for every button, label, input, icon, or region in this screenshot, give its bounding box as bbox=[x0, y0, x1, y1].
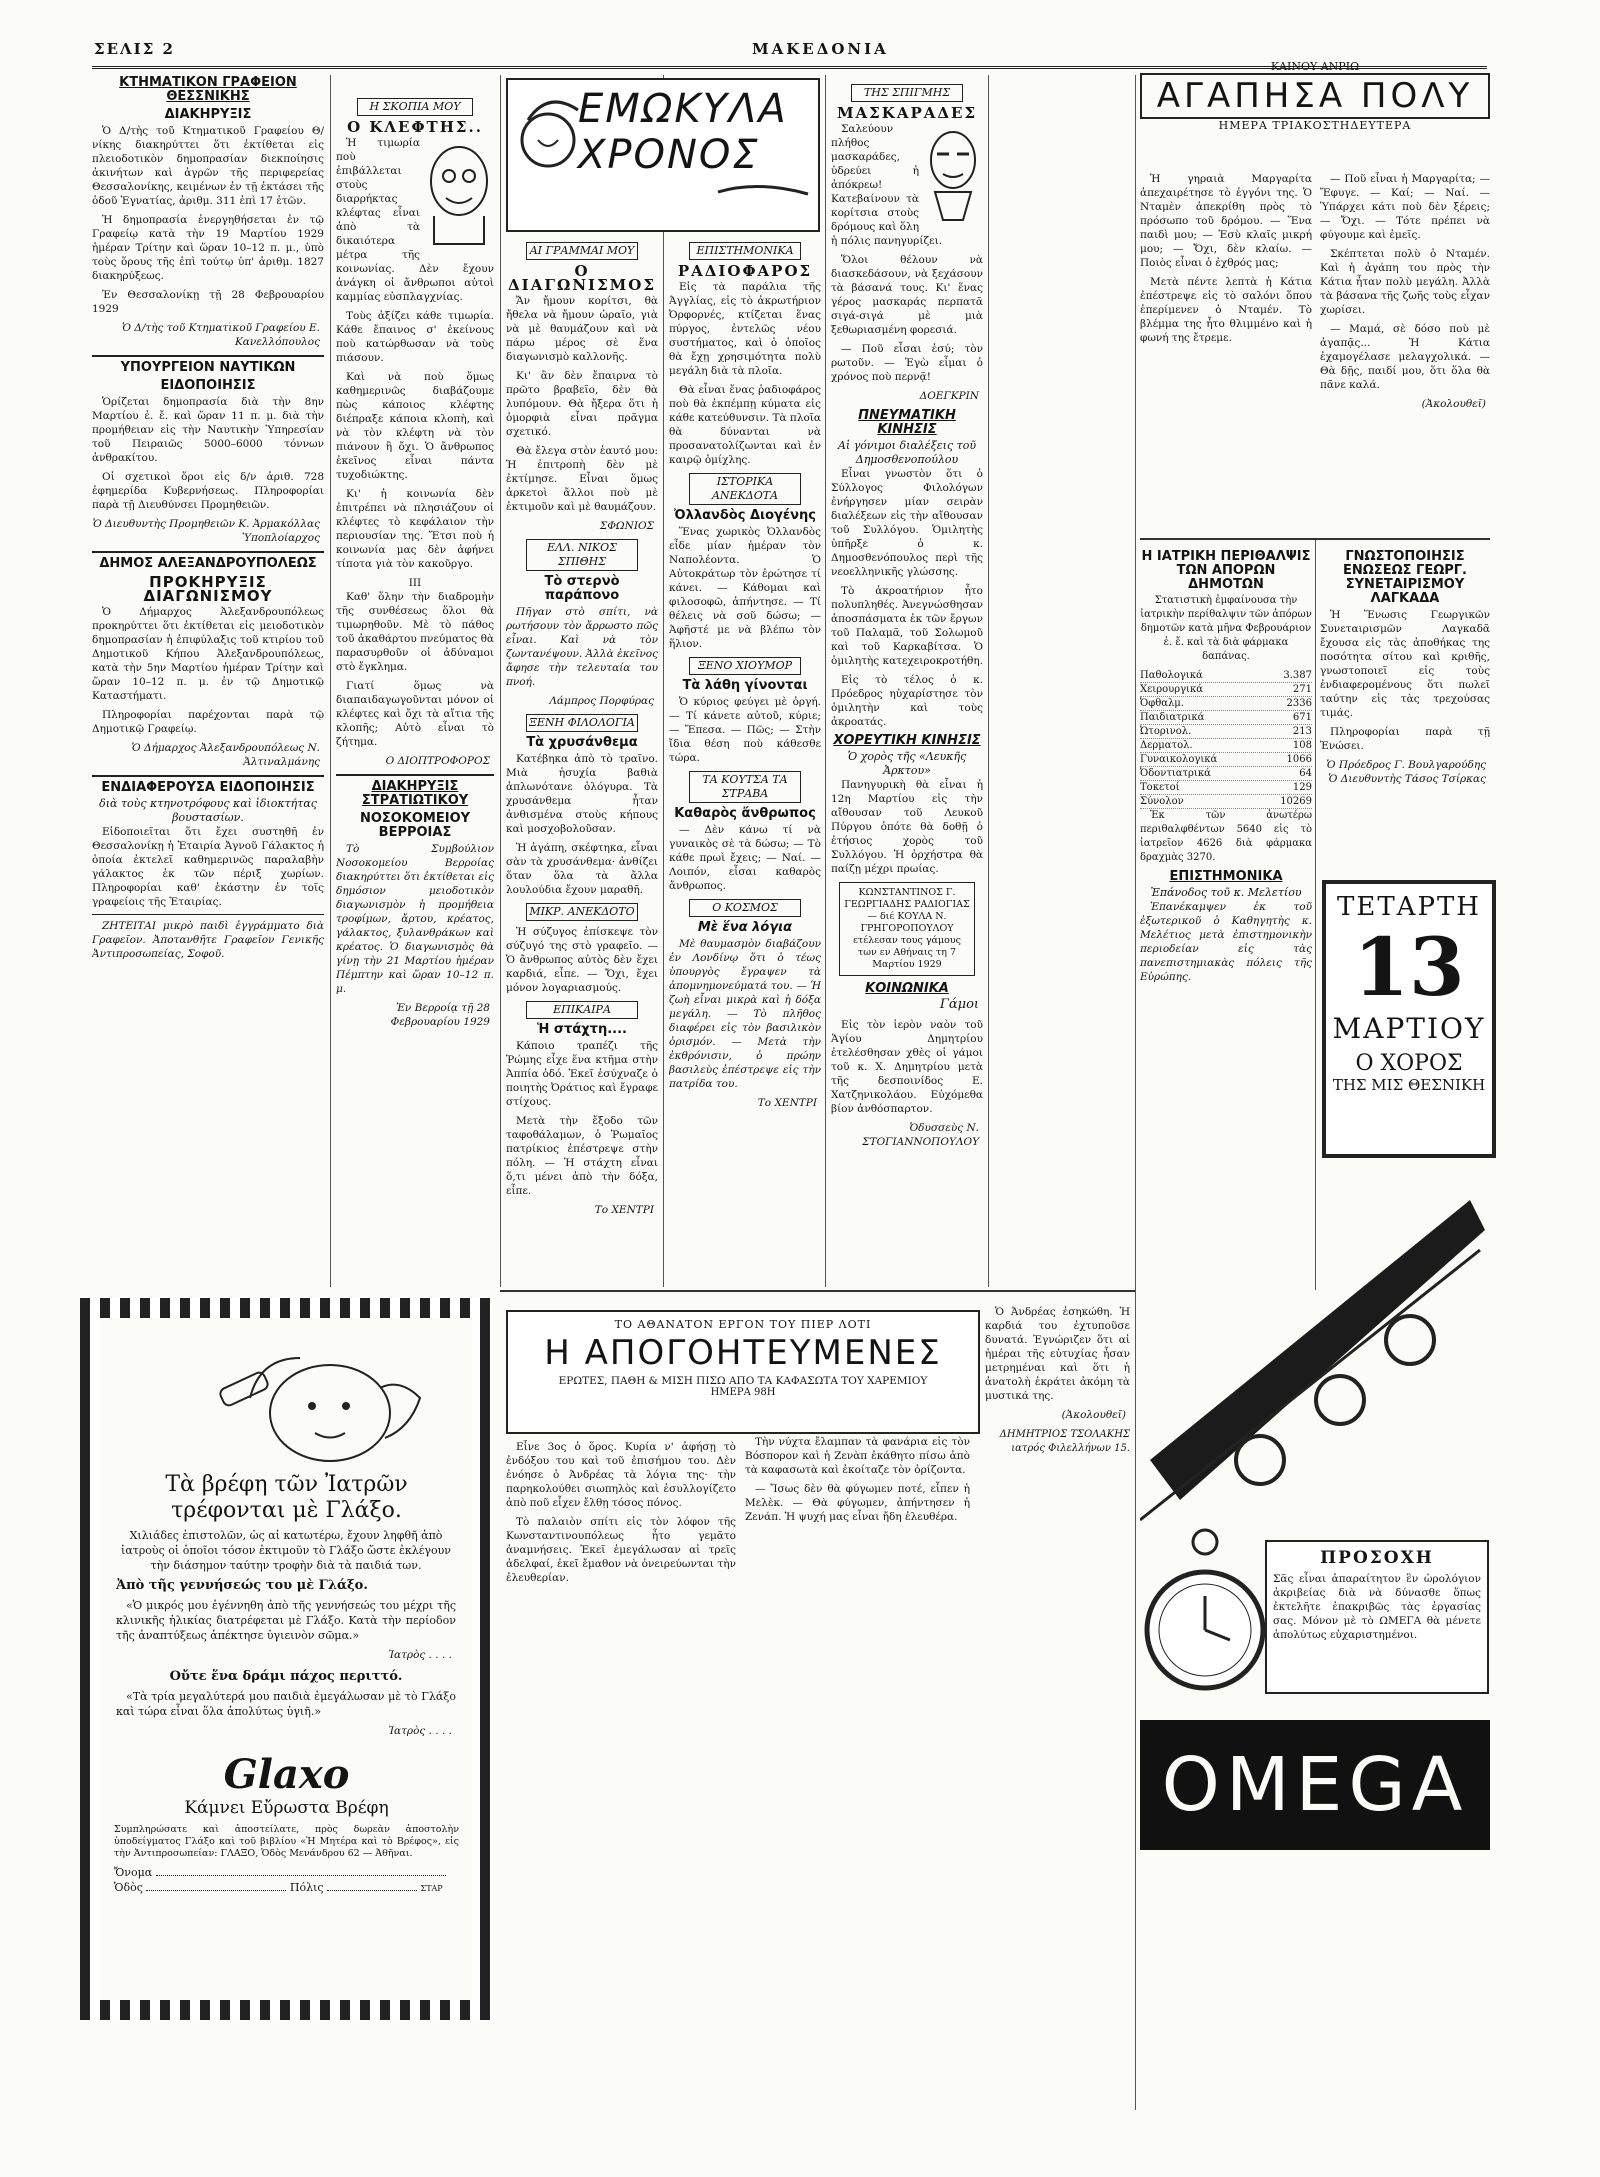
stats-row bbox=[1140, 795, 1312, 809]
omega-logo: OMEGA bbox=[1140, 1720, 1490, 1850]
doctor-notice: ΔΗΜΗΤΡΙΟΣ ΤΣΟΛΑΚΗΣ ιατρός Φιλελλήνων 15. bbox=[999, 1429, 1130, 1454]
notice-text: Ὁ Δ/τὴς τοῦ Κτηματικοῦ Γραφείου Θ/νίκης διακηρύττει ὅτι ἐκτίθεται εἰς πλειοδοτικὸν δημοπρασίαν διεκποίησις ἀκινήτων καὶ ἀγρῶν τῆς περιφερείας Θεσσαλονίκης, κειμένων ἐν τῇ ἐκτάσει τῆς ὁδοῦ Ἐγνατίας, ἀριθμ. 311 ἐπὶ 17 ἐτῶν. bbox=[92, 125, 324, 207]
stats-row bbox=[1140, 697, 1312, 711]
wedding-announcement-box: ΚΩΝΣΤΑΝΤΙΝΟΣ Γ. ΓΕΩΡΓΙΑΔΗΣ ΡΑΔΙΟΓΙΑΣ — διέ ΚΟΥΛΑ Ν. ΓΡΗΓΟΡΟΠΟΥΛΟΥ ετέλεσαν τους γάμους των εν Αθήναις τη 7 Μαρτίου 1929 bbox=[839, 882, 975, 976]
notice-text: Πληροφορίαι παρὰ τῇ Ἑνώσει. bbox=[1320, 726, 1490, 752]
notice-text: Ἡ δημοπρασία ἐνεργηθήσεται ἐν τῷ Γραφείῳ κατὰ τὴν 19 Μαρτίου 1929 ἡμέραν Τρίτην καὶ ὥραν 10–12 π. μ., ὑπὸ τοὺς ὅρους τῆς ἐπὶ τούτῳ ὑπ' ἀριθμ. 1827 διακηρύξεως. bbox=[92, 214, 324, 282]
stats-value: 3.387 bbox=[1283, 670, 1312, 681]
dance-ad bbox=[1322, 880, 1496, 1158]
glaxo-logo: Glaxo bbox=[223, 1751, 350, 1798]
column-maskarades bbox=[831, 78, 983, 1286]
serial-text: — Μαμά, σὲ δόσο ποὺ μὲ ἀγαπᾷς... Ἡ Κάτια ἐχαμογέλασε μελαγχολικά. — Θὰ δῇς, παιδί μου, ὅτι ὅλα θὰ πᾶνε καλά. bbox=[1320, 323, 1490, 391]
poem-text: Πῆγαν στὸ σπίτι, νὰ ρωτήσουν τὸν ἄρρωστο πῶς εἶναι. Καὶ νὰ τὸν ζωντανέψουν. Ἀλλὰ ἐκεῖνος ἄφησε τὴν τελευταία του πνοή. bbox=[506, 606, 658, 688]
glaxo-ad bbox=[100, 1318, 473, 2000]
notice-signature: Ὁ Πρόεδρος Γ. Βουλγαρούδης Ὁ Διευθυντὴς Τάσος Τσίρκας bbox=[1326, 759, 1486, 785]
stats-label: Χειρουργικά bbox=[1140, 684, 1203, 695]
stats-row bbox=[1140, 781, 1312, 795]
article-text: Εἰς τὰ παράλια τῆς Ἀγγλίας, εἰς τὸ ἀκρωτήριον Ὀρφορνές, κτίζεται ἕνας πύργος, ἐντελῶς νέου συστήματος, καὶ ὁ ὁποῖος θὰ ἔχῃ χρησιμότητα πολὺ μεγάλη διὰ τὰ πλοῖα. bbox=[669, 281, 821, 377]
stats-label: Ὀφθαλμ. bbox=[1140, 698, 1184, 709]
stats-label: Σύνολον bbox=[1140, 796, 1184, 807]
stats-row bbox=[1140, 711, 1312, 725]
column-diagonismos bbox=[506, 236, 658, 1286]
section-tag: ΜΙΚΡ. ΑΝΕΚΔΟΤΟ bbox=[526, 903, 637, 921]
section-tag: Ο ΚΟΣΜΟΣ bbox=[689, 899, 800, 917]
coupon-city-label: Πόλις bbox=[289, 1881, 324, 1894]
stats-value: 2336 bbox=[1286, 698, 1312, 709]
article-text: Κι' ἂν δὲν ἔπαιρνα τὸ πρῶτο βραβεῖο, δὲν θὰ λυπόμουν. Θὰ ἤξερα ὅτι ἡ ὀμορφιὰ εἶναι πρᾶγμα σχετικό. bbox=[506, 370, 658, 438]
article-text: Ἡ τιμωρία ποὺ ἐπιβάλλεται στοὺς διαρρήκτας κλέφτας εἶναι ἀπὸ τὰ δικαιότερα μέτρα τῆς κοινωνίας. Δὲν ἔχουν ἀνάγκη οἱ ἄνθρωποι αὐτοὶ καμμίας εὐσπλαγχνίας. bbox=[336, 137, 494, 303]
article-signature: Ο ΔΙΟΠΤΡΟΦΟΡΟΣ bbox=[385, 755, 490, 767]
dance-month: ΜΑΡΤΙΟΥ bbox=[1332, 1012, 1486, 1045]
serial-title: ΑΓΑΠΗΣΑ ΠΟΛΥ bbox=[1140, 73, 1490, 119]
stats-value: 213 bbox=[1292, 726, 1312, 737]
column-rule bbox=[330, 75, 331, 1287]
notice-signature: Ὁ Διευθυντὴς Προμηθειῶν Κ. Ἀρμακόλλας Ὑποπλοίαρχος bbox=[92, 518, 320, 544]
pocket-watch-icon bbox=[1140, 1520, 1270, 1720]
serial-text: Τὴν νύχτα ἔλαμπαν τὰ φανάρια εἰς τὸν Βόσπορον καὶ ἡ Ζενὰπ ἐκάθητο πίσω ἀπὸ τὰ καφασωτὰ καὶ ἐκοίταζε τὸν ὁρίζοντα. bbox=[745, 1436, 970, 1476]
article-text: — Δὲν κάνω τί νὰ γυναικὸς σὲ τὰ δώσω; — Τὸ κάθε πρωὶ ἔχεις; — Ναί. — Λοιπόν, εἶσαι καθαρὸς ἄνθρωπος. bbox=[669, 824, 821, 892]
column-rule bbox=[988, 75, 989, 1287]
stats-row bbox=[1140, 739, 1312, 753]
section-rule bbox=[500, 1290, 1135, 1292]
notice-date: Ἐν Βερροίᾳ τῇ 28 Φεβρουαρίου 1929 bbox=[390, 1002, 490, 1028]
notice-heading: ΔΗΜΟΣ ΑΛΕΞΑΝΔΡΟΥΠΟΛΕΩΣ bbox=[99, 556, 317, 571]
article-title: Τὰ χρυσάνθεμα bbox=[526, 735, 638, 750]
poem-signature: Λάμπρος Πορφύρας bbox=[549, 695, 654, 707]
coupon-street-field[interactable] bbox=[146, 1890, 286, 1891]
article-text: Θὰ ἔλεγα στὸν ἑαυτό μου: Ἡ ἐπιτροπὴ δὲν μὲ ἐκτίμησε. Εἶναι ὅμως ἀρκετοὶ ἄλλοι ποὺ μὲ ἐκτιμοῦν καὶ μὲ θαυμάζουν. bbox=[506, 445, 658, 513]
article-text: Τὸ ἀκροατήριον ἦτο πολυπληθές. Ἀνεγνώσθησαν ἀποσπάσματα ἐκ τῶν ἔργων τοῦ Παλαμᾶ, τοῦ Σολωμοῦ καὶ τοῦ Καρκαβίτσα. Ὁ ὁμιλητὴς κατεχειροκροτήθη. bbox=[831, 585, 983, 667]
serial-column-left bbox=[1140, 172, 1312, 532]
column-rule bbox=[663, 75, 664, 1287]
stats-heading: Η ΙΑΤΡΙΚΗ ΠΕΡΙΘΑΛΨΙΣ ΤΩΝ ΑΠΟΡΩΝ ΔΗΜΟΤΩΝ bbox=[1141, 549, 1311, 592]
serial-continued: (Ἀκολουθεῖ) bbox=[1421, 398, 1486, 410]
notice-subheading: ΔΙΑΚΗΡΥΞΙΣ bbox=[164, 107, 252, 122]
notice-date: Ἐν Θεσσαλονίκῃ τῇ 28 Φεβρουαρίου 1929 bbox=[92, 289, 324, 315]
omega-ad bbox=[1140, 1160, 1490, 2120]
notice-signature: Ὁ Δ/τὴς τοῦ Κτηματικοῦ Γραφείου Ε. Κανελλόπουλος bbox=[121, 322, 320, 348]
column-science bbox=[669, 236, 821, 1286]
stats-value: 129 bbox=[1292, 782, 1312, 793]
glaxo-headline: Τὰ βρέφη τῶν Ἰατρῶν τρέφονται μὲ Γλάξο. bbox=[165, 1472, 408, 1523]
serial-text: Ὁ Ἀνδρέας ἐσηκώθη. Ἡ καρδιά του ἐχτυποῦσε δυνατά. Ἐγνώριζεν ὅτι αἱ ἡμέραι τῆς εὐτυχίας ἦσαν μετρημέναι καὶ ὅτι ἡ ἀνατολὴ ἐκράτει ἀκόμη τὰ μυστικά της. bbox=[985, 1306, 1130, 1402]
article-title: Καθαρὸς ἄνθρωπος bbox=[674, 806, 816, 821]
notice-text: Ὁ Δήμαρχος Ἀλεξανδρουπόλεως προκηρύττει ὅτι ἐκτίθεται εἰς μειοδοτικὸν δημοπρασίαν ἡ ἐπιφύλαξις τοῦ κτιρίου τοῦ Δημοτικοῦ Κήπου Ἀλεξανδρουπόλεως, κατὰ τὴν 5ην Μαρτίου ἡμέραν Τρίτην καὶ ὥραν 10–12 π. μ. ἐν τῷ Δημοτικῷ Καταστήματι. bbox=[92, 606, 324, 702]
stats-value: 10269 bbox=[1280, 796, 1312, 807]
article-title: Μὲ ἕνα λόγια bbox=[697, 920, 793, 935]
dance-day: ΤΕΤΑΡΤΗ bbox=[1337, 892, 1481, 922]
classified-ad: ΖΗΤΕΙΤΑΙ μικρὸ παιδὶ ἐγγράμματο διὰ Γραφεῖον. Ἀποτανθῆτε Γραφεῖον Γενικῆς Ἀντιπροσωπείας, Σοφοῦ. bbox=[92, 920, 324, 960]
stats-row bbox=[1140, 683, 1312, 697]
stats-label: Ὀδοντιατρικά bbox=[1140, 768, 1211, 779]
article-text: — Ποῦ εἶσαι ἐσύ; τὸν ρωτοῦν. — Ἐγὼ εἶμαι ὁ χρόνος ποὺ περνᾷ! bbox=[831, 343, 983, 383]
dance-event: Ο ΧΟΡΟΣ bbox=[1355, 1051, 1463, 1076]
serial-text: Σκέπτεται πολὺ ὁ Νταμέν. Καὶ ἡ ἀγάπη του πρὸς τὴν Κάτια ἦταν πολὺ μεγάλη. Ἀλλὰ τὰ βάσανα τῆς ζωῆς τοὺς εἶχαν χωρίσει. bbox=[1320, 248, 1490, 316]
column-rule bbox=[825, 75, 826, 1287]
article-title: ΡΑΔΙΟΦΑΡΟΣ bbox=[677, 262, 813, 280]
glaxo-coupon-text: Συμπληρώσατε καὶ ἀποστείλατε, πρὸς δωρεὰν ἀποστολὴν ὑποδείγματος Γλάξο καὶ τοῦ βιβλίου «Ἡ Μητέρα καὶ τὸ Βρέφος», εἰς τὴν Ἀντιπροσωπείαν: ΓΛΑΞΟ, Ὁδὸς Μενάνδρου 62 — Ἀθῆναι. bbox=[114, 1824, 459, 1859]
article-text: Κάποιο τραπέζι τῆς Ῥώμης εἶχε ἕνα κτῆμα στὴν Ἀππία ὁδό. Ἐκεῖ ἐσύχναζε ὁ ποιητὴς Ὀράτιος καὶ ἔγραφε στίχους. bbox=[506, 1040, 658, 1108]
serial-title: Η ΑΠΟΓΟΗΤΕΥΜΕΝΕΣ bbox=[544, 1333, 942, 1373]
stats-row bbox=[1140, 767, 1312, 781]
stats-row bbox=[1140, 669, 1312, 683]
stats-value: 108 bbox=[1292, 740, 1312, 751]
notice-heading: ΕΝΔΙΑΦΕΡΟΥΣΑ ΕΙΔΟΠΟΙΗΣΙΣ bbox=[101, 780, 315, 795]
stats-label: Παιδιατρικά bbox=[1140, 712, 1205, 723]
serial-text: Τὸ παλαιὸν σπίτι εἰς τὸν λόφον τῆς Κωνσταντινουπόλεως ἦτο γεμᾶτο ἀναμνήσεις. Ἐκεῖ ἐμεγάλωσαν αἱ τρεῖς ἀδελφαί, ἐκεῖ ἔμαθον νὰ ὀνειρεύωνται τὴν ἐλευθερίαν. bbox=[506, 1516, 736, 1584]
serial-continued: (Ἀκολουθεῖ) bbox=[1061, 1409, 1126, 1421]
article-text: Κι' ἡ κοινωνία δὲν ἐπιτρέπει νὰ πλησιάζουν οἱ κλέφτες τὸ κεφάλαιον τὴν περιουσίαν της. Ἔτσι ποὺ ἡ κοινωνία μας δὲν ἀφήνει τίποτα γιὰ τὸν κακοῦργο. bbox=[336, 488, 494, 570]
article-text: Ἡ σύζυγος ἐπίσκεψε τὸν σύζυγό της στὸ γραφεῖο. — Ὁ ἄνθρωπος αὐτὸς δὲν ἔχει καρδιά, εἶπε. — Ὄχι, ἔχει μόνον λογαριασμούς. bbox=[506, 926, 658, 994]
section-tag: ΤΑ ΚΟΥΤΣΑ ΤΑ ΣΤΡΑΒΑ bbox=[689, 771, 800, 803]
serial-header bbox=[1140, 60, 1490, 132]
article-text: Θὰ εἶναι ἕνας ῥαδιοφάρος ποὺ θὰ ἐκπέμπῃ κύματα εἰς κάθε κατεύθυνσιν. Τὰ πλοῖα θὰ δύνανται νὰ προσανατολίζωνται καὶ ἐν καιρῷ ὁμίχλης. bbox=[669, 384, 821, 466]
section-heading: ΧΟΡΕΥΤΙΚΗ ΚΙΝΗΣΙΣ bbox=[833, 733, 981, 748]
serial-column-b bbox=[745, 1305, 970, 2110]
serial-text: — Ποῦ εἶναι ἡ Μαργαρίτα; — Ἔφυγε. — Καί; — Ναί. — Ὑπάρχει κάτι ποὺ δὲν ξέρεις; — Ὄχι. — Τότε πρέπει νὰ φύγουμε καὶ ἐμεῖς. bbox=[1320, 173, 1490, 241]
article-title: Ο ΚΛΕΦΤΗΣ.. bbox=[347, 118, 483, 136]
chronos-ornament bbox=[506, 78, 820, 232]
section-heading: ΠΝΕΥΜΑΤΙΚΗ ΚΙΝΗΣΙΣ bbox=[858, 408, 956, 437]
section-tag: ΕΠΙΚΑΙΡΑ bbox=[526, 1001, 637, 1019]
notice-subheading: διὰ τοὺς κτηνοτρόφους καὶ ἰδιοκτήτας βουστασίων. bbox=[99, 797, 317, 824]
article-text: Κατέβηκα ἀπὸ τὸ τραῖνο. Μιὰ ἡσυχία βαθιὰ ἁπλωνότανε ὁλόγυρα. Τὰ χρυσάνθεμα ἦταν ἀνθισμένα στοὺς κήπους καὶ μοσχοβολοῦσαν. bbox=[506, 753, 658, 835]
section-tag: ΞΕΝΗ ΦΙΛΟΛΟΓΙΑ bbox=[526, 714, 637, 732]
article-signature: Το ΧΕΝΤΡΙ bbox=[594, 1204, 654, 1216]
stats-description: Στατιστικὴ ἐμφαίνουσα τὴν ἰατρικὴν περίθαλψιν τῶν ἀπόρων δημοτῶν κατὰ μῆνα Φεβρουάριον ἐ. ἔ. καὶ τὰ διὰ φάρμακα δαπάνας. bbox=[1140, 595, 1312, 662]
stats-value: 1066 bbox=[1286, 754, 1312, 765]
notice-subheading: ΠΡΟΚΗΡΥΞΙΣ ΔΙΑΓΩΝΙΣΜΟΥ bbox=[143, 573, 273, 605]
page-number: ΣΕΛΙΣ 2 bbox=[94, 40, 175, 58]
serial-column-c bbox=[985, 1305, 1130, 2110]
section-tag: ΕΛΛ. ΝΙΚΟΣ ΣΠΙΘΗΣ bbox=[526, 539, 637, 571]
serial-column-a bbox=[506, 1440, 736, 2110]
article-title: ΜΑΣΚΑΡΑΔΕΣ bbox=[836, 104, 978, 122]
stats-table bbox=[1140, 669, 1312, 809]
section-tag: ΤΗΣ ΣΠΙΓΜΗΣ bbox=[851, 84, 962, 102]
article-text: Ἐπανέκαμψεν ἐκ τοῦ ἐξωτερικοῦ ὁ Καθηγητὴς κ. Μελέτιος μετὰ ἐπιστημονικὴν περιοδείαν εἰς τὰς πανεπιστημιακὰς πόλεις τῆς Εὐρώπης. bbox=[1140, 901, 1312, 983]
dance-date: 13 bbox=[1353, 920, 1465, 1014]
glaxo-subhead: Ἀπὸ τῆς γεννήσεώς του μὲ Γλάξο. bbox=[116, 1578, 368, 1593]
stats-value: 271 bbox=[1292, 684, 1312, 695]
article-title: Τὰ λάθη γίνονται bbox=[682, 678, 808, 693]
article-text: Εἰς τὸν ἱερὸν ναὸν τοῦ Ἁγίου Δημητρίου ἐτελέσθησαν χθὲς οἱ γάμοι τοῦ κ. Χ. Δημητρίου μετὰ τῆς δεσποινίδος Ε. Χατζηνικολάου. Εὐχόμεθα βίον ἀνθόσπαρτον. bbox=[831, 1019, 983, 1115]
coupon-city-field[interactable] bbox=[327, 1890, 417, 1891]
mask-illustration bbox=[923, 122, 983, 222]
article-text: Εἰς τὸ τέλος ὁ κ. Πρόεδρος ηὐχαρίστησε τὸν ὁμιλητὴν καὶ τοὺς ἀκροατάς. bbox=[831, 674, 983, 728]
column-notices bbox=[92, 72, 324, 1287]
column-kleftis: Η ΣΚΟΠΙΑ ΜΟΥ Ο ΚΛΕΦΤΗΣ.. Ἡ τιμωρία ποὺ ἐπιβάλλεται στοὺς διαρρήκτας κλέφτας εἶναι ἀπὸ τὰ δικαιότερα μέτρα τῆς κοινωνίας. Δὲν ἔχουν ἀνάγκη οἱ ἄνθρωποι αὐτοὶ καμμίας εὐσπλαγχνίας. Τοὺς ἀξίζει κάθε τιμωρία. Κάθε ἔπαινος σ' ἐκείνους ποὺ κατώρθωσαν νὰ τοὺς πιάσουν. Καὶ νὰ ποὺ ὅμως καθημερινῶς διαβάζουμε πὼς κάποιος κλέφτης διέπραξε κάποια κλοπὴ, καὶ νὰ τὸν κλέφτη νὰ τὸν πιάνουν ἢ ὄχι. Ὁ ἄνθρωπος ἐκεῖνος εἶναι πάντα τυχοδιώκτης. Κι' ἡ κοινωνία δὲν ἐπιτρέπει νὰ πλησιάζουν οἱ κλέφτες τὸ κεφάλαιον τὴν περιουσίαν της. Ἔτσι ποὺ ἡ κοινωνία μας δὲν ἀφήνει τίποτα γιὰ τὸν κακοῦργο. III Καθ' ὅλην τὴν διαδρομὴν τῆς συνθέσεως ὅλοι θὰ τιμωρηθοῦν. Μὲ τὸ πάθος τοῦ ἀκαθάρτου πνεύματος θὰ παρασυρθοῦν οἱ ἀδύναμοι στὸ ἔγκλημα. Γιατί ὅμως νὰ διαπαιδαγωγοῦνται μόνον οἱ κλέφτες καὶ ὄχι τὰ αἴτια τῆς κλοπῆς; Αὐτὸ εἶναι τὸ ζήτημα. Ο ΔΙΟΠΤΡΟΦΟΡΟΣ ΔΙΑΚΗΡΥΞΙΣ ΣΤΡΑΤΙΩΤΙΚΟΥ ΝΟΣΟΚΟΜΕΙΟΥ ΒΕΡΡΟΙΑΣ Τὸ Συμβούλιον Νοσοκομείου Βερροίας διακηρύττει ὅτι ἐκτίθεται εἰς δημόσιον μειοδοτικὸν διαγωνισμὸν ἡ προμήθεια τροφίμων, ἄρτου, κρέατος, γάλακτος, ξυλανθράκων καὶ κρέατος. Ὁ διαγωνισμὸς θὰ γίνῃ τὴν 21 Μαρτίου ἡμέραν Πέμπτην καὶ ὥραν 10–12 π. μ. Ἐν Βερροίᾳ τῇ 28 Φεβρουαρίου 1929 bbox=[336, 100, 494, 1028]
notice-subheading: ΕΙΔΟΠΟΙΗΣΙΣ bbox=[160, 378, 256, 393]
article-text: Καὶ νὰ ποὺ ὅμως καθημερινῶς διαβάζουμε πὼς κάποιος κλέφτης διέπραξε κάποια κλοπὴ, καὶ νὰ τὸν κλέφτη νὰ τὸν πιάνουν ἢ ὄχι. Ὁ ἄνθρωπος ἐκεῖνος εἶναι πάντα τυχοδιώκτης. bbox=[336, 371, 494, 481]
notice-text: Τὸ Συμβούλιον Νοσοκομείου Βερροίας διακηρύττει ὅτι ἐκτίθεται εἰς δημόσιον μειοδοτικὸν διαγωνισμὸν ἡ προμήθεια τροφίμων, ἄρτου, κρέατος, γάλακτος, ξυλανθράκων καὶ κρέατος. Ὁ διαγωνισμὸς θὰ γίνῃ τὴν 21 Μαρτίου ἡμέραν Πέμπτην καὶ ὥραν 10–12 π. μ. bbox=[336, 843, 494, 995]
section-tag: ΕΠΙΣΤΗΜΟΝΙΚΑ bbox=[689, 242, 800, 260]
serial-text: — Ἴσως δὲν θὰ φύγωμεν ποτέ, εἶπεν ἡ Μελὲκ. — Θὰ φύγωμεν, ἀπήντησεν ἡ Ζενάπ. Ἡ ψυχή μας εἶναι ἤδη ἐλευθέρα. bbox=[745, 1483, 970, 1523]
glaxo-text: Χιλιάδες ἐπιστολῶν, ὡς αἱ κατωτέρω, ἔχουν ληφθῆ ἀπὸ ἰατροὺς οἱ ὁποῖοι τόσον ἐκτιμοῦν τὸ Γλάξο ὥστε ἐκλέγουν τὴν διάσημον ταύτην τροφὴν διὰ τὰ παιδιά των. bbox=[121, 1529, 451, 1572]
section-tag: ΑΙ ΓΡΑΜΜΑΙ ΜΟΥ bbox=[526, 242, 637, 260]
stats-label: Ὠτορινολ. bbox=[1140, 726, 1192, 737]
article-signature: ΔΟΕΓΚΡΙΝ bbox=[919, 390, 979, 402]
train-illustration bbox=[1140, 1160, 1490, 1540]
section-heading: ΕΠΙΣΤΗΜΟΝΙΚΑ bbox=[1169, 869, 1283, 884]
notice-text: Πληροφορίαι παρέχονται παρὰ τῷ Δημοτικῷ Γραφείῳ. bbox=[92, 709, 324, 735]
notice-heading: ΚΤΗΜΑΤΙΚΟΝ ΓΡΑΦΕΙΟΝ ΘΕΣΣΝΙΚΗΣ bbox=[119, 75, 297, 104]
notice-text: Οἱ σχετικοὶ ὅροι εἰς δ/ν ἀριθ. 728 ἐφημερίδα Κυβερνήσεως. Πληροφορίαι παρὰ τῇ Διευθύνσει Προμηθειῶν. bbox=[92, 471, 324, 511]
article-text: Μετὰ τὴν ἔξοδο τῶν ταφοθάλαμων, ὁ Ῥωμαῖος πατρίκιος ἐπέστρεψε στὴν πόλη. — Ἡ στάχτη εἶναι ὅ,τι μένει ἀπὸ τὴν δόξα, εἶπε. bbox=[506, 1115, 658, 1197]
glaxo-subhead: Οὔτε ἕνα δράμι πάχος περιττό. bbox=[169, 1669, 403, 1684]
section-subheading: Γάμοι bbox=[939, 997, 979, 1012]
newspaper-name: ΜΑΚΕΔΟΝΙΑ bbox=[752, 40, 889, 58]
stats-label: Δερματολ. bbox=[1140, 740, 1193, 751]
stats-label: Γυναικολογικά bbox=[1140, 754, 1218, 765]
section-tag: ΙΣΤΟΡΙΚΑ ΑΝΕΚΔΟΤΑ bbox=[689, 473, 800, 505]
coupon-street-label: Ὁδὸς bbox=[114, 1881, 143, 1894]
serial-day: ΗΜΕΡΑ ΤΡΙΑΚΟΣΤΗΔΕΥΤΕΡΑ bbox=[1218, 119, 1412, 132]
notice-text: Ἡ Ἕνωσις Γεωργικῶν Συνεταιρισμῶν Λαγκαδᾶ ἔχουσα εἰς τὰς ἀποθήκας της ποσότητα σίτου καὶ κριθῆς, γνωστοποιεῖ εἰς τοὺς ἐνδιαφερομένους ὅτι πωλεῖ ταύτην εἰς τὰς τρεχούσας τιμάς. bbox=[1320, 609, 1490, 719]
serial-column-right bbox=[1320, 172, 1490, 532]
article-text: Σαλεύουν πλήθος μασκαράδες, ὑδρεύει ἡ ἀπόκρεω! Κατεβαίνουν τὰ κορίτσια στοὺς δρόμους καὶ ὅλη ἡ πόλις πανηγυρίζει. bbox=[831, 123, 943, 247]
glaxo-testimonial-signature: Ἰατρὸς . . . . bbox=[388, 1725, 452, 1737]
article-title: Ἡ στάχτη.... bbox=[537, 1022, 627, 1037]
ad-code: ΣΤΑΡ bbox=[420, 1884, 443, 1893]
article-text: Γιατί ὅμως νὰ διαπαιδαγωγοῦνται μόνον οἱ κλέφτες καὶ ὄχι τὰ αἴτια τῆς κλοπῆς; Αὐτὸ εἶναι τὸ ζήτημα. bbox=[336, 680, 494, 748]
article-text: Ἡ ἀγάπη, σκέφτηκα, εἶναι σὰν τὰ χρυσάνθεμα· ἀνθίζει ὅταν ὅλα τὰ ἄλλα λουλούδια ἔχουν μαραθῆ. bbox=[506, 842, 658, 896]
stats-row bbox=[1140, 753, 1312, 767]
serial-day: ΗΜΕΡΑ 98Η bbox=[710, 1387, 776, 1398]
article-title: Ὀλλανδὸς Διογένης bbox=[674, 508, 816, 523]
serial-kicker: ΤΟ ΑΘΑΝΑΤΟΝ ΕΡΓΟΝ ΤΟΥ ΠΙΕΡ ΛΟΤΙ bbox=[614, 1318, 872, 1331]
notice-text: Ὁρίζεται δημοπρασία διὰ τὴν 8ην Μαρτίου ἐ. ἔ. καὶ ὥραν 11 π. μ. διὰ τὴν προμήθειαν εἰς τὴν Ναυτικὴν Ὑπηρεσίαν τοῦ Πειραιῶς 5000–6000 τόννων ἀνθρακίτου. bbox=[92, 396, 324, 464]
article-text: Ὁ κύριος φεύγει μὲ ὀργή. — Τί κάνετε αὐτοῦ, κύριε; — Ἔπεσα. — Πῶς; — Στὴν ἴδια θέση ποὺ κάθεσθε τώρα. bbox=[669, 696, 821, 764]
stats-value: 671 bbox=[1292, 712, 1312, 723]
serial-text: Ἡ γηραιὰ Μαργαρίτα ἀπεχαιρέτησε τὸ ἐγγόνι της. Ὁ Νταμὲν ἀπεκρίθη πρὸς τὸ πρόσωπο τοῦ δρόμου. — Ἕνα παιδὶ μου; — Ἐσὺ κλαῖς μικρή μου; — Ὄχι, δὲν κλαίω. — Ποιὸς εἶναι ὁ ἐχθρός μας; bbox=[1140, 173, 1312, 269]
notice-subheading: ΝΟΣΟΚΟΜΕΙΟΥ ΒΕΡΡΟΙΑΣ bbox=[359, 811, 471, 840]
column-lagkada bbox=[1320, 546, 1490, 876]
omega-notice-box bbox=[1265, 1540, 1489, 1694]
article-signature: ΣΦΩΝΙΟΣ bbox=[599, 520, 654, 532]
article-title: Ο ΔΙΑΓΩΝΙΣΜΟΣ bbox=[508, 262, 656, 294]
omega-attention: ΠΡΟΣΟΧΗ bbox=[1320, 1548, 1434, 1568]
stats-row bbox=[1140, 725, 1312, 739]
baby-illustration bbox=[100, 1318, 473, 1468]
notice-heading: ΔΙΑΚΗΡΥΞΙΣ ΣΤΡΑΤΙΩΤΙΚΟΥ bbox=[361, 779, 469, 808]
stats-value: 64 bbox=[1299, 768, 1312, 779]
article-signature: Το ΧΕΝΤΡΙ bbox=[757, 1097, 817, 1109]
column-rule bbox=[1135, 75, 1136, 2110]
article-text: Καθ' ὅλην τὴν διαδρομὴν τῆς συνθέσεως ὅλοι θὰ τιμωρηθοῦν. Μὲ τὸ πάθος τοῦ ἀκαθάρτου πνεύματος θὰ παρασυρθοῦν οἱ ἀδύναμοι στὸ ἔγκλημα. bbox=[336, 591, 494, 673]
dance-place: ΤΗΣ ΜΙΣ ΘΕΣΝΙΚΗ bbox=[1332, 1076, 1486, 1094]
glaxo-slogan: Κάμνει Εὔρωστα Βρέφη bbox=[184, 1798, 389, 1818]
article-text: Ὅλοι θέλουν νὰ διασκεδάσουν, νὰ ξεχάσουν τὰ βάσανά τους. Κι' ἕνας γέρος μασκαράς περπατᾶ σιγά-σιγά μὲ μιὰ ξεθωριασμένη φορεσιά. bbox=[831, 254, 983, 336]
stats-label: Παθολογικά bbox=[1140, 670, 1203, 681]
stats-label: Τοκετοί bbox=[1140, 782, 1180, 793]
serial-text: Εἶνε 3ος ὁ ὅρος. Κυρία ν' ἀφήσῃ τὸ ἐνδόξου του καὶ τοῦ ἐπισήμου του. Δὲν ἐνόησε ὁ Ἀνδρέας τὰ λόγια της· τὴν παρηκολούθει σιωπηλὸς καὶ ἐσυλλογίζετο ἀπὸ ποῦ εἶχεν ἔλθῃ τόσος πόνος. bbox=[506, 1441, 736, 1509]
notice-signature: Ὁ Δήμαρχος Ἀλεξανδρουπόλεως Ν. Ἀλτιναλμάνης bbox=[131, 742, 320, 768]
glaxo-testimonial: «Ὁ μικρός μου ἐγέννηθη ἀπὸ τῆς γεννήσεώς του μέχρι τῆς κλινικῆς ἡλικίας διατρέφεται μὲ Γλάξο. Κατὰ τὴν περίοδον τῆς ἀναπτύξεως ἀπέκτησε ὑγιεινὸν σῶμα.» bbox=[116, 1599, 456, 1642]
article-text: Πανηγυρικὴ θὰ εἶναι ἡ 12η Μαρτίου εἰς τὴν αἴθουσαν τοῦ Λευκοῦ Πύργου ὁπότε θὰ δοθῇ ὁ ἐτήσιος χορὸς τοῦ Συλλόγου. Ἡ ὀρχήστρα θὰ παίζῃ μέχρι πρωίας. bbox=[831, 779, 983, 875]
glaxo-testimonial-signature: Ἰατρὸς . . . . bbox=[388, 1649, 452, 1661]
poem-title: Τὸ στερνὸ παράπονο bbox=[544, 574, 620, 603]
coupon-name-field[interactable] bbox=[156, 1875, 446, 1876]
omega-text: Σᾶς εἶναι ἀπαραίτητον ἓν ὡρολόγιον ἀκριβείας διὰ νὰ δύνασθε ὅπως ἐκτελῆτε ἐπακριβῶς τὰς ἐργασίας σας. Μόνον μὲ τὸ ΩΜΕΓΑ θὰ μένετε ἀπολύτως εὐχαριστημένοι. bbox=[1273, 1573, 1481, 1641]
article-text: Μὲ θαυμασμὸν διαβάζουν ἐν Λονδίνῳ ὅτι ὁ τέως ὑπουργὸς ἔγραψεν τὰ ἀπομνημονεύματά του. — Ἡ ζωὴ εἶναι μικρὰ καὶ ἡ δόξα μεγάλη. — Τὸ πλῆθος διαφέρει εἰς τὸν βασιλικὸν ὁρισμόν. — Μετὰ τὴν ἐκθρόνισιν, ὁ πρώην βασιλεὺς ἐπέστρεψε εἰς τὴν πατρίδα του. bbox=[669, 938, 821, 1090]
section-subheading: Ἐπάνοδος τοῦ κ. Μελετίου bbox=[1150, 886, 1302, 899]
article-text: Ἕνας χωρικὸς Ὀλλανδὸς εἶδε μίαν ἡμέραν τὸν Ναπολέοντα. Ὁ Αὐτοκράτωρ τὸν ἐρώτησε τί κάνει. — Κάθομαι καὶ φιλοσοφῶ, ἀπήντησε. — Τί θέλεις νὰ σοῦ δώσω; — Ἀφῆστέ με νὰ βλέπω τὸν ἥλιον. bbox=[669, 526, 821, 650]
section-subheading: Αἱ γόνιμοι διαλέξεις τοῦ Δημοσθενοπούλου bbox=[837, 439, 977, 466]
coupon-name-label: Ὄνομα bbox=[114, 1866, 153, 1879]
notice-heading: ΥΠΟΥΡΓΕΙΟΝ ΝΑΥΤΙΚΩΝ bbox=[120, 360, 296, 375]
serial-text: Μετὰ πέντε λεπτὰ ἡ Κάτια ἐπέστρεψε εἰς τὸ σαλόνι ὅπου ἐπερίμενεν ὁ Νταμέν. Τὸ βλέμμα της ἦτο θλιμμένο καὶ ἡ φωνή της ἔτρεμε. bbox=[1140, 276, 1312, 344]
section-heading: ΚΟΙΝΩΝΙΚΑ bbox=[865, 981, 949, 996]
chronos-title: ΕΜΩΚΥΛΑ ΧΡΟΝΟΣ bbox=[578, 86, 788, 178]
glaxo-testimonial: «Τὰ τρία μεγαλύτερά μου παιδιὰ ἐμεγάλωσαν μὲ τὸ Γλάξο καὶ τώρα εἶναι ὅλα ἀπολύτως ὑγιῆ.» bbox=[116, 1690, 456, 1718]
section-subheading: Ὁ χορὸς τῆς «Λευκῆς Ἀρκτου» bbox=[847, 750, 967, 777]
section-tag: ΞΕΝΟ ΧΙΟΥΜΟΡ bbox=[689, 657, 800, 675]
section-tag: Η ΣΚΟΠΙΑ ΜΟΥ bbox=[357, 98, 473, 116]
column-rule bbox=[500, 75, 501, 1287]
article-signature: Ὀδυσσεὺς Ν. ΣΤΟΓΙΑΝΝΟΠΟΥΛΟΥ bbox=[862, 1122, 979, 1148]
article-text: Τοὺς ἀξίζει κάθε τιμωρία. Κάθε ἔπαινος σ' ἐκείνους ποὺ κατώρθωσαν νὰ τοὺς πιάσουν. bbox=[336, 310, 494, 364]
notice-heading: ΓΝΩΣΤΟΠΟΙΗΣΙΣ ΕΝΩΣΕΩΣ ΓΕΩΡΓ. ΣΥΝΕΤΑΙΡΙΣΜΟΥ ΛΑΓΚΑΔΑ bbox=[1343, 549, 1467, 606]
caricature-illustration bbox=[424, 136, 494, 246]
serial-kicker: ΚΑΙΝΟΥ ΑΝΡΙΩ bbox=[1270, 60, 1360, 73]
stats-note: Ἐκ τῶν ἀνωτέρω περιθαλφθέντων 5640 εἰς τὸ ἰατρεῖον 4626 διὰ φάρμακα δραχμὰς 3270. bbox=[1140, 810, 1312, 863]
article-text: Εἶναι γνωστὸν ὅτι ὁ Σύλλογος Φιλολόγων ἐνήργησεν μίαν σειρὰν διαλέξεων εἰς τὴν αἴθουσαν τοῦ Συλλόγου. Ὁμιλητὴς ὑπῆρξε ὁ κ. Δημοσθενόπουλος περὶ τῆς νεοελληνικῆς γλώσσης. bbox=[831, 468, 983, 578]
notice-text: Εἰδοποιεῖται ὅτι ἔχει συστηθῆ ἐν Θεσσαλονίκῃ ἡ Ἑταιρία Ἀγνοῦ Γάλακτος ἡ ὁποία ἐκτελεῖ καθημερινῶς παραλαβὴν γάλακτος ἐκ τῶν πέριξ χωρίων. Πληροφορίαι καθ' ἑκάστην ἐν τοῖς γραφείοις τῆς Ἑταιρίας. bbox=[92, 826, 324, 908]
article-text: Ἄν ἤμουν κορίτσι, θὰ ἤθελα νὰ ἤμουν ὡραῖο, γιὰ νὰ μὲ θαυμάζουν καὶ νὰ πάρω μέρος σὲ ἕνα διαγωνισμὸ καλλονῆς. bbox=[506, 295, 658, 363]
section-rule bbox=[1140, 538, 1490, 540]
serial-subtitle: ΕΡΩΤΕΣ, ΠΑΘΗ & ΜΙΣΗ ΠΙΣΩ ΑΠΟ ΤΑ ΚΑΦΑΣΩΤΑ ΤΟΥ ΧΑΡΕΜΙΟΥ bbox=[558, 1375, 928, 1387]
